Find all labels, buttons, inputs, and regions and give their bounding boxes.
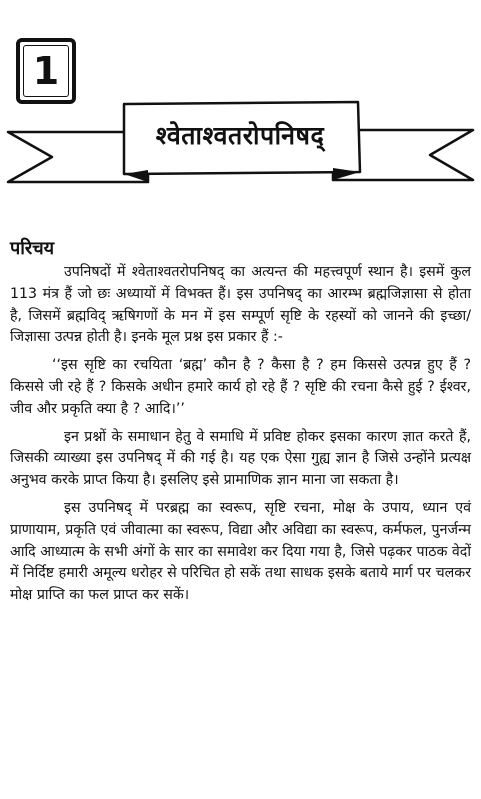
paragraph-questions-quote: ‘‘इस सृष्टि का रचयिता ‘ब्रह्म’ कौन है ? कैसा है ? हम किससे उत्पन्न हुए हैं ? किससे जी रहे हैं ? किसके अधीन हमारे कार्य हो रहे हैं ? सृष्टि की रचना कैसे हुई ? ईश्वर, जीव और प्रकृति क्या है ? आदि।’’	[10, 357, 471, 417]
paragraph-samadhi: इन प्रश्नों के समाधान हेतु वे समाधि में प्रविष्ट होकर इसका कारण ज्ञात करते हैं, जिसकी व्याख्या इस उपनिषद् में की गई है। यह एक ऐसा गुह्य ज्ञान है जिसे उन्होंने प्रत्यक्ष अनुभव करके प्राप्त किया है। इसलिए इसे प्रामाणिक ज्ञान माना जा सकता है।	[10, 428, 471, 489]
paragraph-intro: उपनिषदों में श्वेताश्वतरोपनिषद् का अत्यन्त की महत्त्वपूर्ण स्थान है। इसमें कुल 113 मंत्र हैं जो छः अध्यायों में विभक्त हैं। इस उपनिषद् का आरम्भ ब्रह्मजिज्ञासा से होता है, जिसमें ब्रह्मविद् ऋषिगणों के मन में इस सम्पूर्ण सृष्टि के रहस्यों को जानने की इच्छा/जिज्ञासा उत्पन्न होती है। इनके मूल प्रश्न इस प्रकार हैं :-	[10, 264, 471, 346]
chapter-title: श्वेताश्वतरोपनिषद्	[155, 121, 325, 150]
section-heading: परिचय	[10, 238, 55, 259]
body-text	[10, 262, 471, 613]
paragraph-contents: इस उपनिषद् में परब्रह्म का स्वरूप, सृष्टि रचना, मोक्ष के उपाय, ध्यान एवं प्राणायाम, प्रकृति एवं जीवात्मा का स्वरूप, विद्या और अविद्या का स्वरूप, कर्मफल, पुनर्जन्म आदि आध्यात्म के सभी अंगों के सार का समावेश कर दिया गया है, जिसे पढ़कर पाठक वेदों में निर्दिष्ट हमारी अमूल्य धरोहर से परिचित हो सकें तथा साधक इसके बताये मार्ग पर चलकर मोक्ष प्राप्ति का फल प्राप्त कर सकें।	[10, 499, 471, 604]
chapter-number: 1	[32, 49, 60, 93]
